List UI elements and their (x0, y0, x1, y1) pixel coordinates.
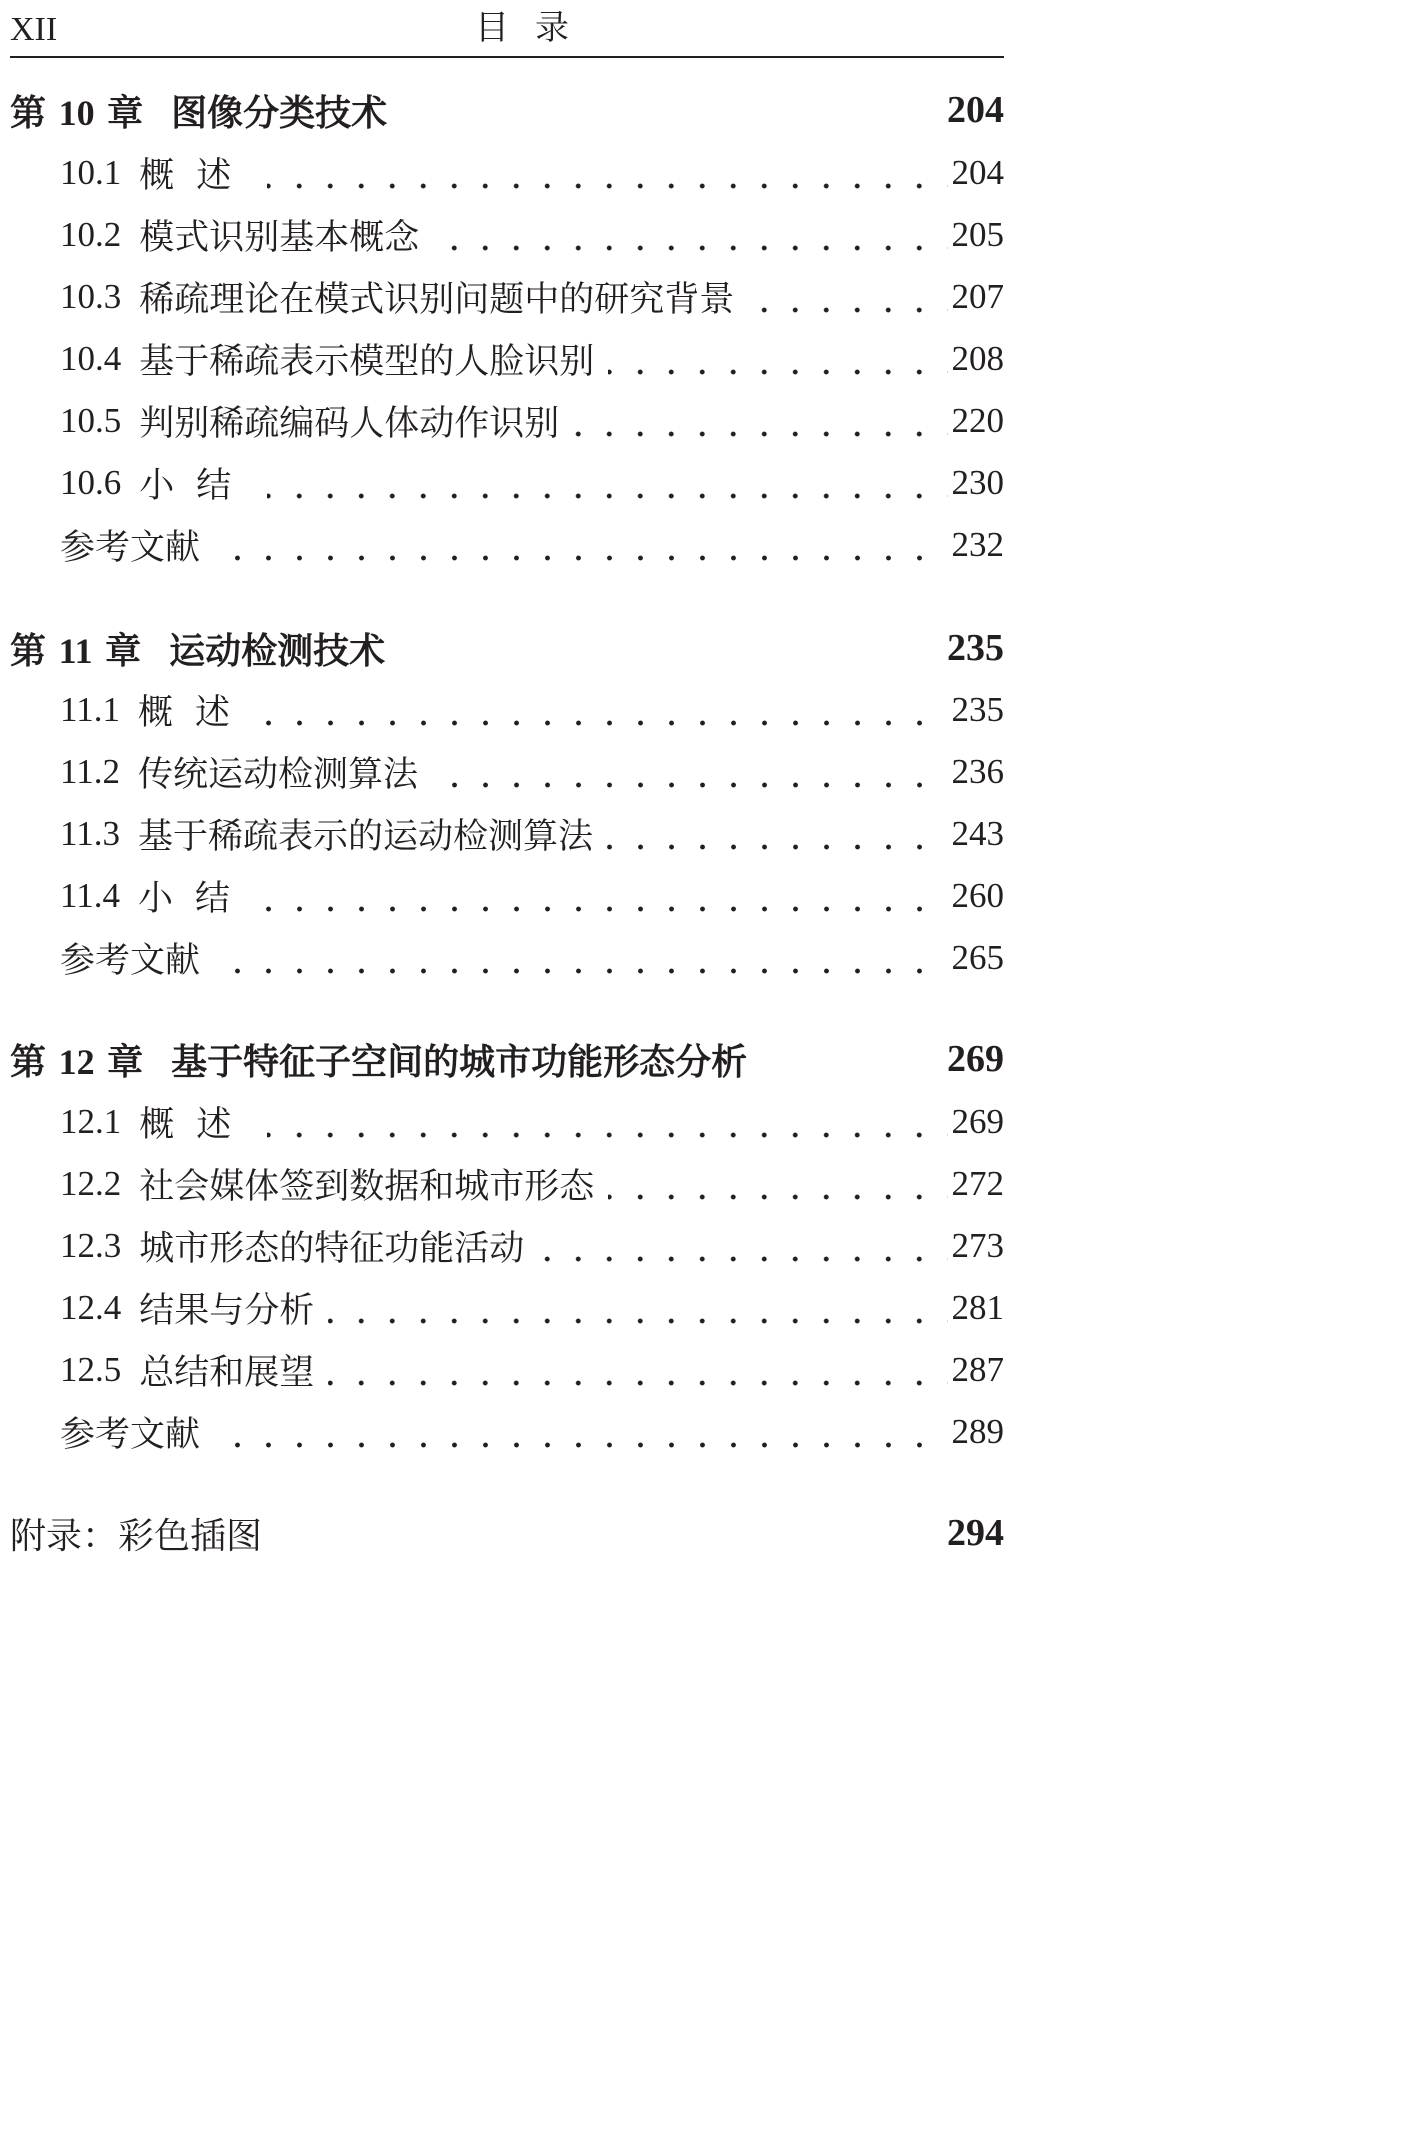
appendix-page-number: 294 (947, 1512, 1004, 1554)
section-page-number: 269 (951, 1102, 1004, 1141)
page-header (10, 0, 1004, 58)
dot-leader (538, 1218, 947, 1274)
section-number: 10.3 (60, 277, 122, 316)
toc-entry[interactable] (60, 744, 1004, 800)
chapter-title: 图像分类技术 (171, 91, 388, 134)
section-number: 10.6 (60, 463, 122, 502)
section-number: 12.3 (60, 1226, 122, 1265)
appendix-title: 附录：彩色插图 (10, 1515, 263, 1557)
section-title: 判别稀疏编码人体动作识别 (139, 404, 560, 444)
chapter-label: 第 11 章 (10, 629, 142, 672)
section-page-number: 208 (951, 339, 1004, 378)
dot-leader (433, 207, 947, 263)
section-page-number: 205 (951, 215, 1004, 254)
toc-entry[interactable] (60, 393, 1004, 449)
chapter-title: 运动检测技术 (169, 629, 386, 672)
toc-entry[interactable] (60, 331, 1004, 387)
section-number: 11.2 (60, 752, 120, 791)
section-page-number: 207 (951, 277, 1004, 316)
toc-entry[interactable] (60, 269, 1004, 325)
chapter-label: 第 10 章 (10, 91, 144, 134)
appendix-heading[interactable] (10, 1505, 1004, 1561)
section-page-number: 260 (951, 876, 1004, 915)
section-title: 参考文献 (60, 941, 201, 981)
chapter-label: 第 12 章 (10, 1040, 144, 1083)
section-title: 社会媒体签到数据和城市形态 (139, 1167, 595, 1207)
section-number: 11.3 (60, 814, 120, 853)
toc-entry[interactable] (60, 1218, 1004, 1274)
dot-leader (214, 517, 947, 573)
section-page-number: 287 (951, 1350, 1004, 1389)
section-title: 概述 (139, 156, 254, 196)
toc-entry[interactable] (60, 1094, 1004, 1150)
section-number: 11.4 (60, 876, 120, 915)
dot-leader (266, 682, 948, 738)
section-page-number: 232 (951, 525, 1004, 564)
toc-entry-references[interactable] (60, 930, 1004, 986)
section-number: 10.2 (60, 215, 122, 254)
section-title: 基于稀疏表示模型的人脸识别 (139, 342, 595, 382)
dot-leader (267, 455, 947, 511)
toc-entry[interactable] (60, 682, 1004, 738)
toc-entry[interactable] (60, 806, 1004, 862)
section-number: 10.4 (60, 339, 122, 378)
chapter-page-number: 269 (947, 1038, 1004, 1080)
section-title: 结果与分析 (139, 1291, 315, 1331)
section-title: 小结 (137, 879, 252, 919)
toc-entry[interactable] (60, 207, 1004, 263)
chapter-page-number: 204 (947, 89, 1004, 131)
dot-leader (267, 1094, 947, 1150)
section-number: 12.4 (60, 1288, 122, 1327)
dot-leader (267, 145, 947, 201)
section-page-number: 289 (951, 1412, 1004, 1451)
section-page-number: 243 (951, 814, 1004, 853)
dot-leader (573, 393, 947, 449)
section-page-number: 204 (951, 153, 1004, 192)
section-title: 概述 (139, 1105, 254, 1145)
section-title: 城市形态的特征功能活动 (139, 1229, 525, 1269)
header-page-number: XII (10, 11, 58, 48)
section-page-number: 220 (951, 401, 1004, 440)
section-page-number: 281 (951, 1288, 1004, 1327)
section-number: 10.1 (60, 153, 122, 192)
dot-leader (432, 744, 948, 800)
chapter-12-heading[interactable] (10, 1031, 1004, 1087)
chapter-10-heading[interactable] (10, 82, 1004, 138)
section-title: 稀疏理论在模式识别问题中的研究背景 (139, 280, 735, 320)
chapter-page-number: 235 (947, 627, 1004, 669)
toc-entry[interactable] (60, 145, 1004, 201)
section-number: 11.1 (60, 690, 120, 729)
toc-entry[interactable] (60, 455, 1004, 511)
section-page-number: 273 (951, 1226, 1004, 1265)
toc-entry[interactable] (60, 1156, 1004, 1212)
header-running-title: 目录 (475, 8, 595, 48)
dot-leader (266, 868, 948, 924)
section-page-number: 235 (951, 690, 1004, 729)
dot-leader (328, 1280, 947, 1336)
section-page-number: 230 (951, 463, 1004, 502)
dot-leader (328, 1342, 947, 1398)
dot-leader (608, 331, 947, 387)
dot-leader (608, 1156, 947, 1212)
section-number: 12.2 (60, 1164, 122, 1203)
section-page-number: 236 (951, 752, 1004, 791)
section-number: 12.1 (60, 1102, 122, 1141)
section-title: 小结 (139, 466, 254, 506)
section-title: 传统运动检测算法 (137, 755, 418, 795)
dot-leader (748, 269, 947, 325)
chapter-11-heading[interactable] (10, 620, 1004, 676)
dot-leader (607, 806, 948, 862)
chapter-title: 基于特征子空间的城市功能形态分析 (171, 1040, 748, 1083)
section-title: 模式识别基本概念 (139, 218, 420, 258)
dot-leader (214, 1404, 947, 1460)
toc-entry-references[interactable] (60, 1404, 1004, 1460)
section-page-number: 272 (951, 1164, 1004, 1203)
section-page-number: 265 (951, 938, 1004, 977)
section-number: 10.5 (60, 401, 122, 440)
section-title: 参考文献 (60, 1415, 201, 1455)
section-title: 概述 (137, 693, 252, 733)
section-title: 总结和展望 (139, 1353, 315, 1393)
toc-entry[interactable] (60, 868, 1004, 924)
section-title: 基于稀疏表示的运动检测算法 (137, 817, 593, 857)
toc-entry[interactable] (60, 1280, 1004, 1336)
section-title: 参考文献 (60, 528, 201, 568)
toc-entry-references[interactable] (60, 517, 1004, 573)
section-number: 12.5 (60, 1350, 122, 1389)
toc-entry[interactable] (60, 1342, 1004, 1398)
dot-leader (214, 930, 947, 986)
